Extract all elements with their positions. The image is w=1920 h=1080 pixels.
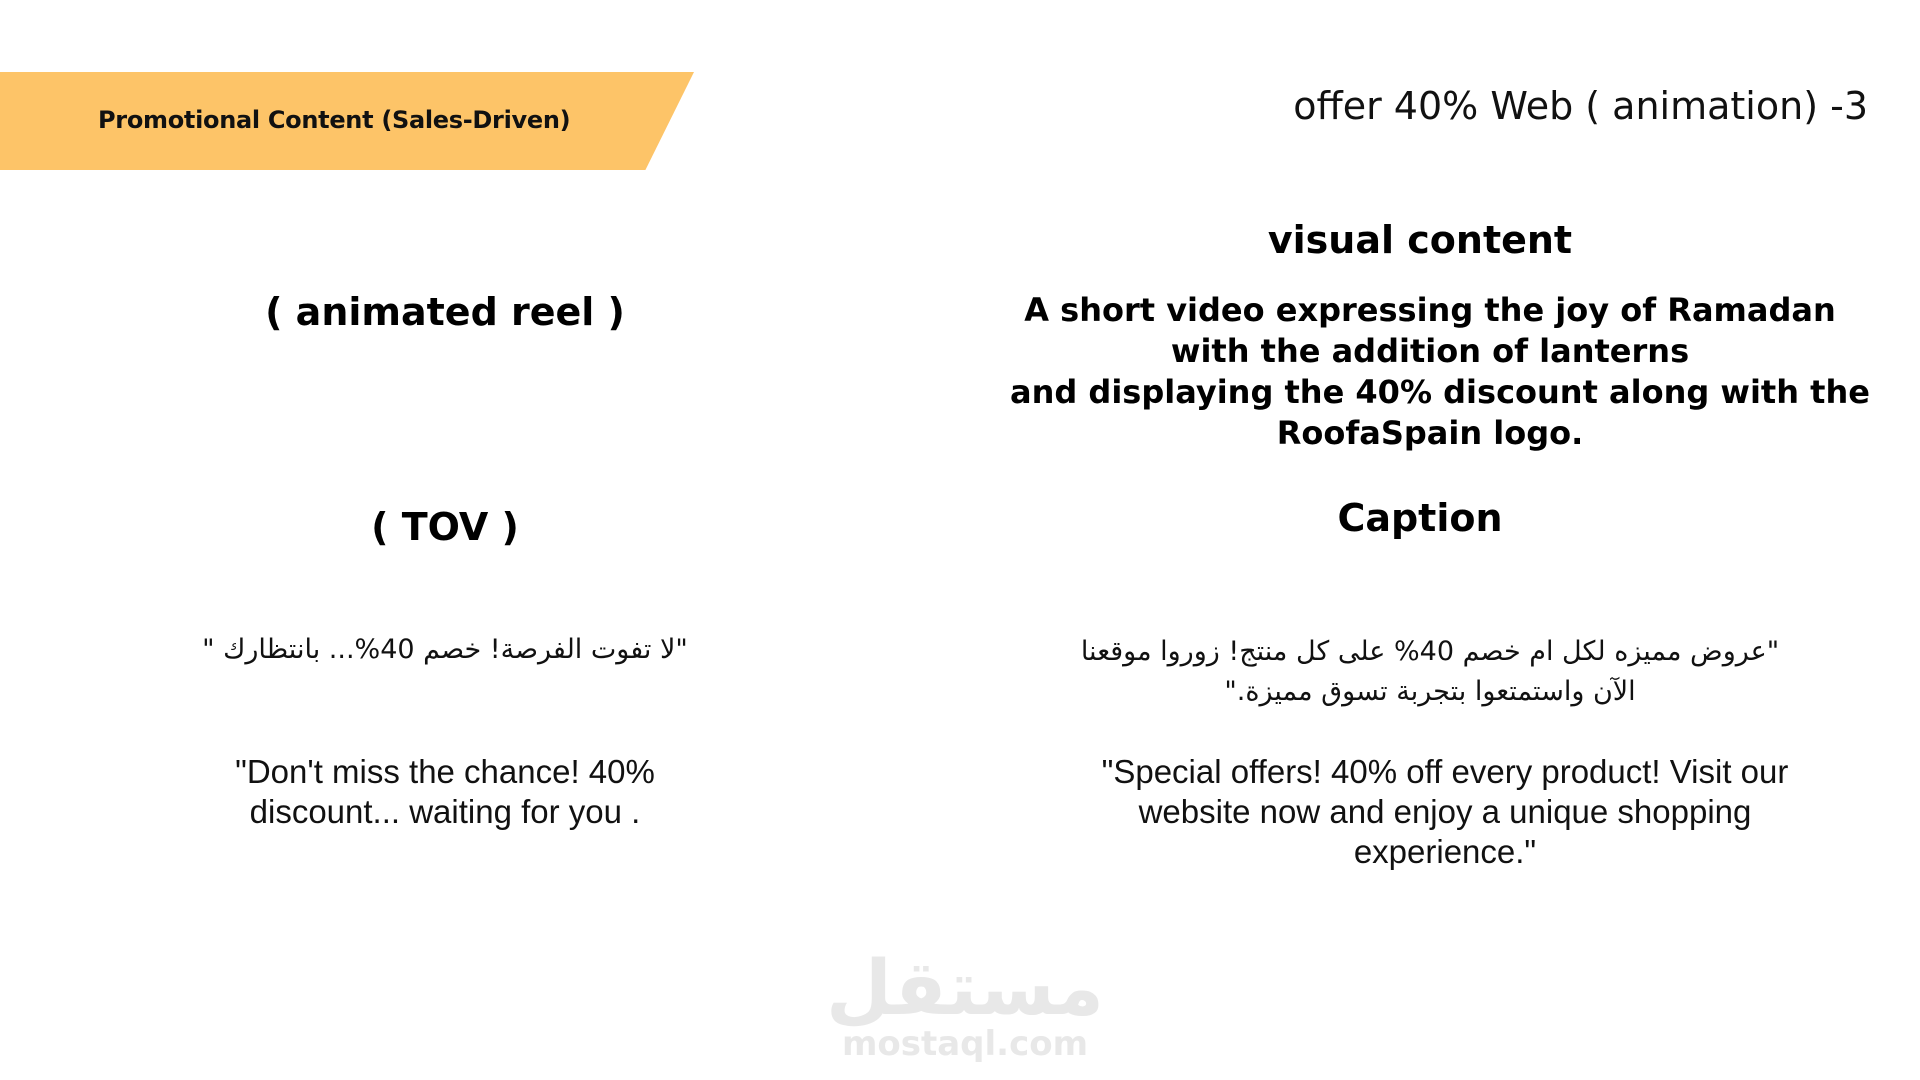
watermark-arabic: مستقل bbox=[826, 943, 1104, 1032]
tov-heading: ( TOV ) bbox=[371, 505, 519, 549]
caption-english-text bbox=[1050, 752, 1840, 872]
caption-heading: Caption bbox=[1337, 496, 1503, 540]
watermark-logo bbox=[815, 943, 1115, 1064]
tov-english-line: "Don't miss the chance! 40% bbox=[235, 753, 655, 790]
caption-arabic-text bbox=[1040, 632, 1820, 712]
page-title: offer 40% Web ( animation) -3 bbox=[1293, 84, 1868, 128]
visual-line: and displaying the 40% discount along with the bbox=[1010, 373, 1870, 411]
caption-english-line: "Special offers! 40% off every product! Visit our bbox=[1101, 753, 1789, 790]
tov-arabic-text: "لا تفوت الفرصة! خصم 40%... بانتظارك " bbox=[202, 634, 688, 665]
visual-line: A short video expressing the joy of Ramadan bbox=[1024, 291, 1836, 329]
format-heading: ( animated reel ) bbox=[265, 290, 625, 334]
caption-english-line: website now and enjoy a unique shopping bbox=[1138, 793, 1752, 830]
visual-content-heading: visual content bbox=[1267, 218, 1573, 262]
caption-english-line: experience." bbox=[1353, 833, 1537, 870]
banner-label: Promotional Content (Sales-Driven) bbox=[98, 106, 571, 134]
visual-line: with the addition of lanterns bbox=[1170, 332, 1690, 370]
tov-english-line: discount... waiting for you . bbox=[249, 793, 641, 830]
visual-line: RoofaSpain logo. bbox=[1276, 414, 1584, 452]
watermark-latin: mostaql.com bbox=[841, 1024, 1089, 1064]
tov-english-text bbox=[160, 752, 730, 832]
caption-arabic-line: الآن واستمتعوا بتجربة تسوق مميزة." bbox=[1224, 676, 1636, 707]
caption-arabic-line: "عروض مميزه لكل ام خصم 40% على كل منتج! زوروا موقعنا bbox=[1080, 636, 1780, 667]
visual-content-description bbox=[1010, 290, 1870, 454]
